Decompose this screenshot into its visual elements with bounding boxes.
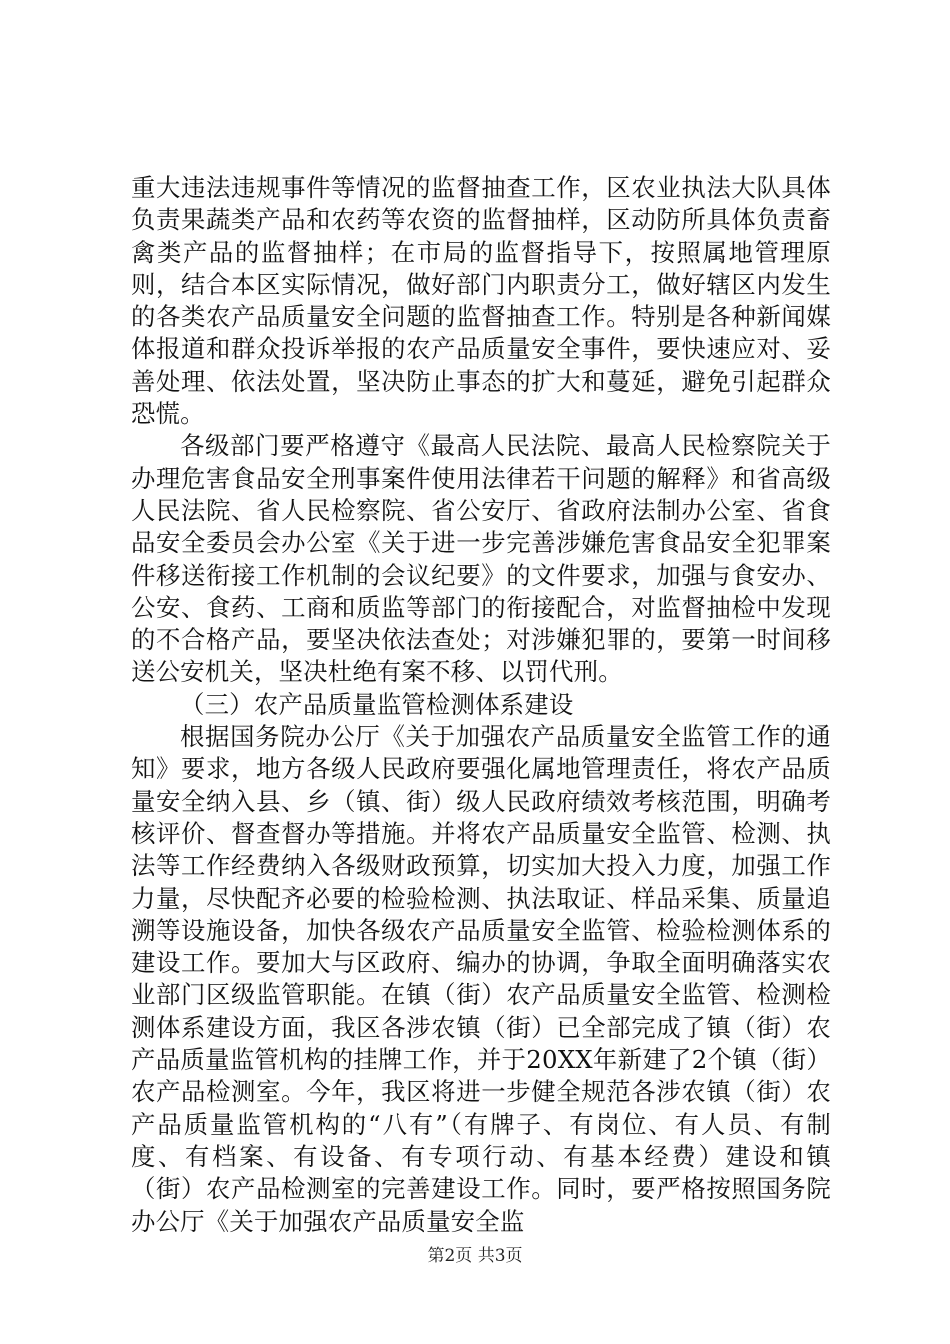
page-number-footer: 第2页 共3页 (427, 1246, 523, 1266)
section-heading-testing-system: （三）农产品质量监管检测体系建设 (180, 689, 574, 719)
paragraph-supervision-duties: 重大违法违规事件等情况的监督抽查工作，区农业执法大队具体负责果蔬类产品和农药等农资的监督抽样，区动防所具体负责畜禽类产品的监督抽样；在市局的监督指导下，按照属地管理原则，结合本区实际情况，做好部门内职责分工，做好辖区内发生的各类农产品质量安全问题的监督抽查工作。特别是各种新闻媒体报道和群众投诉举报的农产品质量安全事件，要快速应对、妥善处理、依法处置，坚决防止事态的扩大和蔓延，避免引起群众恐慌。 (131, 173, 831, 429)
paragraph-legal-compliance: 各级部门要严格遵守《最高人民法院、最高人民检察院关于办理危害食品安全刑事案件使用法律若干问题的解释》和省高级人民法院、省人民检察院、省公安厅、省政府法制办公室、省食品安全委员会办公室《关于进一步完善涉嫌危害食品安全犯罪案件移送衔接工作机制的会议纪要》的文件要求，加强与食安办、公安、食药、工商和质监等部门的衔接配合，对监督抽检中发现的不合格产品，要坚决依法查处；对涉嫌犯罪的，要第一时间移送公安机关，坚决杜绝有案不移、以罚代刑。 (131, 431, 831, 687)
paragraph-testing-system-construction: 根据国务院办公厅《关于加强农产品质量安全监管工作的通知》要求，地方各级人民政府要强化属地管理责任，将农产品质量安全纳入县、乡（镇、街）级人民政府绩效考核范围，明确考核评价、督查督办等措施。并将农产品质量安全监管、检测、执法等工作经费纳入各级财政预算，切实加大投入力度，加强工作力量，尽快配齐必要的检验检测、执法取证、样品采集、质量追溯等设施设备，加快各级农产品质量安全监管、检验检测体系的建设工作。要加大与区政府、编办的协调，争取全面明确落实农业部门区级监管职能。在镇（街）农产品质量安全监管、检测检测体系建设方面，我区各涉农镇（街）已全部完成了镇（街）农产品质量监管机构的挂牌工作，并于20XX年新建了2个镇（街）农产品检测室。今年，我区将进一步健全规范各涉农镇（街）农产品质量监管机构的“八有”（有牌子、有岗位、有人员、有制度、有档案、有设备、有专项行动、有基本经费）建设和镇（街）农产品检测室的完善建设工作。同时，要严格按照国务院办公厅《关于加强农产品质量安全监 (131, 722, 831, 1236)
document-body (131, 172, 831, 1238)
